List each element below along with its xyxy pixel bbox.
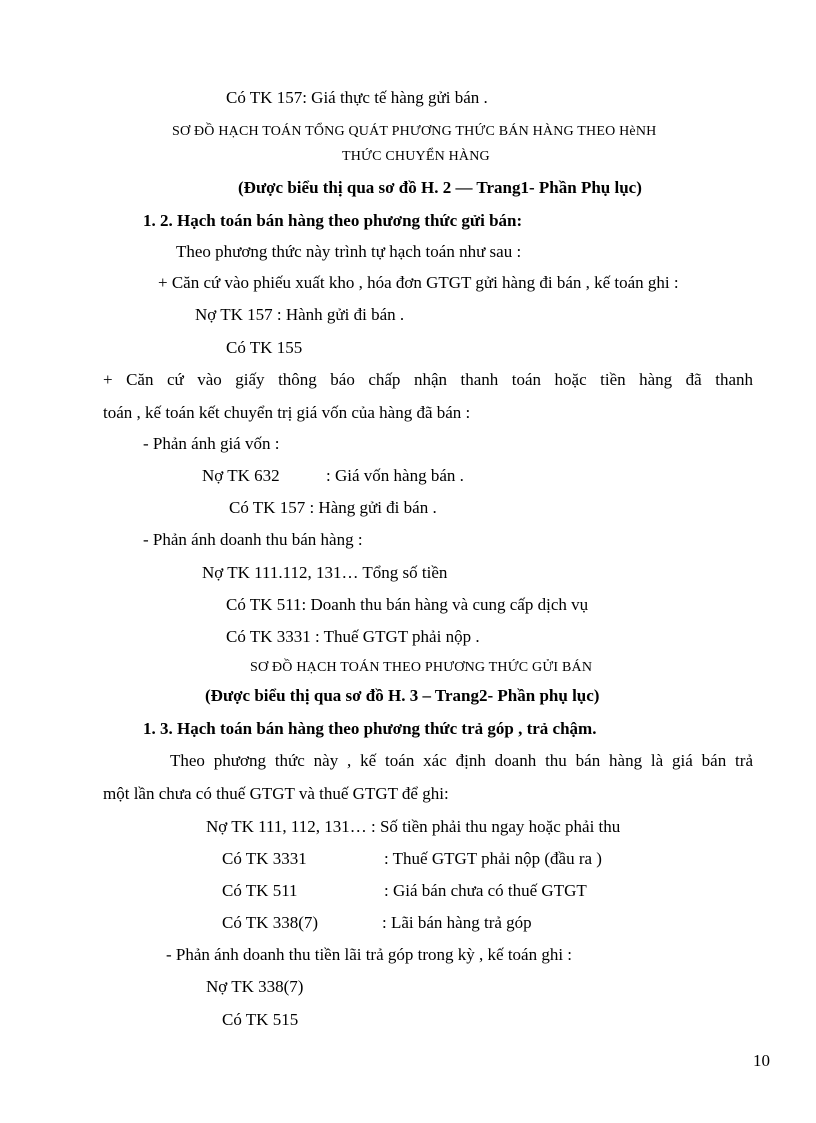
entry-account: Có TK 338(7) (222, 913, 319, 932)
entry-line: Nợ TK 111.112, 131… Tổng số tiền (202, 563, 448, 582)
text-line: - Phản ánh doanh thu tiền lãi trả góp trong kỳ , kế toán ghi : (166, 945, 573, 964)
section-heading: 1. 2. Hạch toán bán hàng theo phương thức gửi bán: (143, 211, 523, 230)
entry-description: : Thuế GTGT phải nộp (đầu ra ) (384, 849, 602, 868)
entry-account: Có TK 3331 (222, 849, 307, 868)
entry-line (222, 913, 532, 933)
entry-line: Nợ TK 111, 112, 131… : Số tiền phải thu ngay hoặc phải thu (206, 817, 621, 836)
diagram-reference: (Được biểu thị qua sơ đồ H. 3 – Trang2- Phần phụ lục) (205, 686, 600, 705)
text-line: - Phản ánh doanh thu bán hàng : (143, 530, 363, 549)
text-line: Theo phương thức này trình tự hạch toán như sau : (176, 242, 522, 261)
diagram-title: SƠ ĐỒ HẠCH TOÁN TỔNG QUÁT PHƯƠNG THỨC BÁN HÀNG THEO HèNH (172, 124, 657, 139)
text-line: Theo phương thức này , kế toán xác định doanh thu bán hàng là giá bán trả (170, 751, 753, 770)
entry-line (202, 466, 464, 486)
text-line: + Căn cứ vào phiếu xuất kho , hóa đơn GTGT gửi hàng đi bán , kế toán ghi : (158, 273, 679, 292)
text-line: - Phản ánh giá vốn : (143, 434, 280, 453)
diagram-reference: (Được biểu thị qua sơ đồ H. 2 — Trang1- Phần Phụ lục) (238, 178, 642, 197)
entry-line (222, 849, 602, 869)
text-line: một lần chưa có thuế GTGT và thuế GTGT để ghi: (103, 784, 449, 803)
entry-line: Có TK 511: Doanh thu bán hàng và cung cấp dịch vụ (226, 595, 589, 614)
entry-line: Có TK 157 : Hàng gửi đi bán . (229, 498, 437, 517)
entry-description: : Giá vốn hàng bán . (326, 466, 464, 485)
entry-account: Nợ TK 632 (202, 466, 280, 485)
entry-line: Có TK 3331 : Thuế GTGT phải nộp . (226, 627, 480, 646)
entry-line: Có TK 515 (222, 1010, 299, 1029)
entry-line: Có TK 155 (226, 338, 303, 357)
entry-description: : Giá bán chưa có thuế GTGT (384, 881, 587, 900)
entry-description: : Lãi bán hàng trả góp (382, 913, 532, 932)
entry-line: Nợ TK 157 : Hành gửi đi bán . (195, 305, 405, 324)
diagram-title: SƠ ĐỒ HẠCH TOÁN THEO PHƯƠNG THỨC GỬI BÁN (250, 660, 593, 675)
diagram-title: THỨC CHUYỂN HÀNG (342, 149, 490, 164)
text-line: Có TK 157: Giá thực tế hàng gửi bán . (226, 88, 488, 107)
entry-account: Có TK 511 (222, 881, 298, 900)
text-line: + Căn cứ vào giấy thông báo chấp nhận thanh toán hoặc tiền hàng đã thanh (103, 370, 753, 389)
entry-line: Nợ TK 338(7) (206, 977, 304, 996)
entry-line (222, 881, 587, 901)
page-number: 10 (753, 1051, 770, 1070)
text-line: toán , kế toán kết chuyển trị giá vốn của hàng đã bán : (103, 403, 471, 422)
section-heading: 1. 3. Hạch toán bán hàng theo phương thức trả góp , trả chậm. (143, 719, 597, 738)
